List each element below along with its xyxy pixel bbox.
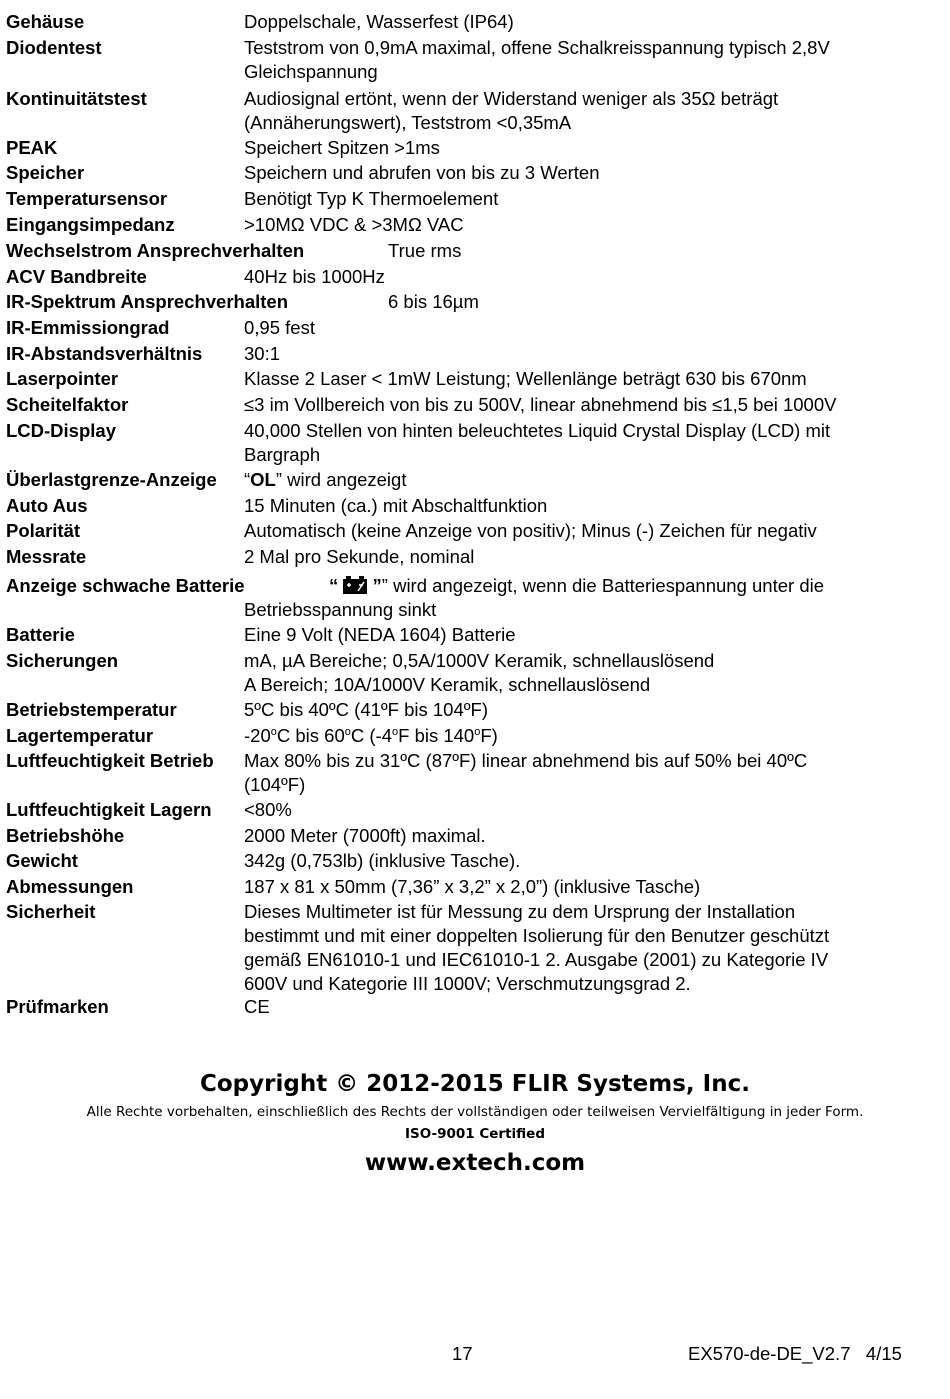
degree-mark: o <box>474 726 481 738</box>
spec-label: Betriebstemperatur <box>6 699 177 720</box>
spec-label: Temperatursensor <box>6 188 168 209</box>
spec-value: Benötigt Typ K Thermoelement <box>244 188 499 209</box>
spec-label: Wechselstrom Ansprechverhalten <box>6 240 305 261</box>
spec-value: Eine 9 Volt (NEDA 1604) Batterie <box>244 624 516 645</box>
spec-value: 2 Mal pro Sekunde, nominal <box>244 546 475 567</box>
spec-value: <80% <box>244 799 292 820</box>
spec-label: Lagertemperatur <box>6 725 154 746</box>
temp-text: F bis 140 <box>398 725 475 746</box>
spec-label: PEAK <box>6 137 58 158</box>
spec-value: Doppelschale, Wasserfest (IP64) <box>244 11 514 32</box>
spec-label: Sicherungen <box>6 650 119 671</box>
spec-value: Teststrom von 0,9mA maximal, offene Schalkreisspannung typisch 2,8V Gleichspannung <box>244 37 830 82</box>
overload-text: ” wird angezeigt <box>275 469 407 490</box>
degree-mark: o <box>392 726 399 738</box>
spec-label: Kontinuitätstest <box>6 88 147 109</box>
spec-value: 0,95 fest <box>244 317 315 338</box>
spec-label: Polarität <box>6 520 81 541</box>
copyright-line: Copyright © 2012-2015 FLIR Systems, Inc. <box>200 1071 750 1097</box>
spec-value: Audiosignal ertönt, wenn der Widerstand weniger als 35Ω beträgt (Annäherungswert), Teststrom <0,35mA <box>244 88 779 133</box>
spec-label: IR-Abstandsverhältnis <box>6 343 203 364</box>
rights-reserved-text: Alle Rechte vorbehalten, einschließlich des Rechts der vollständigen oder teilweisen Vervielfältigung in jeder Form. <box>86 1104 864 1120</box>
spec-label: Luftfeuchtigkeit Betrieb <box>6 750 214 771</box>
spec-label: Prüfmarken <box>6 996 109 1017</box>
spec-value: 15 Minuten (ca.) mit Abschaltfunktion <box>244 495 548 516</box>
spec-value <box>244 468 924 492</box>
spec-value <box>244 724 924 748</box>
degree-mark: o <box>270 726 277 738</box>
spec-label: Sicherheit <box>6 901 96 922</box>
spec-label: IR-Emmissiongrad <box>6 317 170 338</box>
spec-value: 2000 Meter (7000ft) maximal. <box>244 825 486 846</box>
spec-value: CE <box>244 996 270 1017</box>
spec-value: Max 80% bis zu 31ºC (87ºF) linear abnehmend bis auf 50% bei 40ºC (104ºF) <box>244 750 808 795</box>
spec-value: True rms <box>388 240 462 261</box>
spec-value: Speichern und abrufen von bis zu 3 Werten <box>244 162 600 183</box>
spec-label: ACV Bandbreite <box>6 266 147 287</box>
spec-label: Messrate <box>6 546 87 567</box>
spec-label: Laserpointer <box>6 368 119 389</box>
spec-label: Gehäuse <box>6 11 85 32</box>
quote-close: ” <box>372 575 382 596</box>
spec-label: LCD-Display <box>6 420 116 441</box>
temp-text: C (-4 <box>350 725 392 746</box>
spec-label: Speicher <box>6 162 85 183</box>
spec-label: Anzeige schwache Batterie <box>6 575 245 596</box>
spec-label: Überlastgrenze-Anzeige <box>6 469 217 490</box>
spec-value: Automatisch (keine Anzeige von positiv); Minus (-) Zeichen für negativ <box>244 520 817 541</box>
page-number: 17 <box>452 1343 473 1364</box>
temp-text: C bis 60 <box>276 725 345 746</box>
spec-value: Speichert Spitzen >1ms <box>244 137 440 158</box>
spec-value: 30:1 <box>244 343 281 364</box>
spec-label: Eingangsimpedanz <box>6 214 175 235</box>
document-id: EX570-de-DE_V2.7 4/15 <box>688 1343 902 1364</box>
spec-value: >10MΩ VDC & >3MΩ VAC <box>244 214 464 235</box>
spec-label: Gewicht <box>6 850 78 871</box>
low-battery-text: ” wird angezeigt, wenn die Batteriespannung unter die <box>381 575 825 596</box>
iso-certified-text: ISO-9001 Certified <box>405 1126 545 1142</box>
spec-label: Scheitelfaktor <box>6 394 129 415</box>
spec-value <box>329 574 919 600</box>
spec-value-continued: Betriebsspannung sinkt <box>244 599 437 620</box>
spec-value: 187 x 81 x 50mm (7,36” x 3,2” x 2,0”) (inklusive Tasche) <box>244 876 701 897</box>
spec-label: Abmessungen <box>6 876 134 897</box>
spec-value: mA, µA Bereiche; 0,5A/1000V Keramik, schnellauslösend A Bereich; 10A/1000V Keramik, schnellauslösend <box>244 650 715 695</box>
spec-label: Diodentest <box>6 37 102 58</box>
spec-label: Batterie <box>6 624 75 645</box>
overload-symbol: OL <box>250 469 276 490</box>
spec-value: 5ºC bis 40ºC (41ºF bis 104ºF) <box>244 699 488 720</box>
spec-label: IR-Spektrum Ansprechverhalten <box>6 291 289 312</box>
spec-label: Luftfeuchtigkeit Lagern <box>6 799 212 820</box>
spec-label: Auto Aus <box>6 495 88 516</box>
spec-value: Klasse 2 Laser < 1mW Leistung; Wellenlänge beträgt 630 bis 670nm <box>244 368 807 389</box>
website-url: www.extech.com <box>364 1150 586 1176</box>
battery-low-icon <box>343 576 367 600</box>
temp-text: -20 <box>244 725 271 746</box>
temp-text: F) <box>480 725 498 746</box>
degree-mark: o <box>344 726 351 738</box>
spec-value: Dieses Multimeter ist für Messung zu dem Ursprung der Installation bestimmt und mit einer doppelten Isolierung für den Benutzer geschützt gemäß EN61010-1 und IEC61010-1 2. Ausgabe (2001) zu Kategorie IV 600V und Kategorie III 1000V; Verschmutzungsgrad 2. <box>244 901 830 994</box>
spec-label: Betriebshöhe <box>6 825 125 846</box>
quote-open: “ <box>244 469 251 490</box>
spec-value: 342g (0,753lb) (inklusive Tasche). <box>244 850 521 871</box>
quote-open: “ <box>329 575 339 596</box>
spec-value: 40Hz bis 1000Hz <box>244 266 385 287</box>
spec-value: 6 bis 16µm <box>388 291 479 312</box>
spec-value: ≤3 im Vollbereich von bis zu 500V, linear abnehmend bis ≤1,5 bei 1000V <box>244 394 837 415</box>
spec-value: 40,000 Stellen von hinten beleuchtetes Liquid Crystal Display (LCD) mit Bargraph <box>244 420 831 465</box>
